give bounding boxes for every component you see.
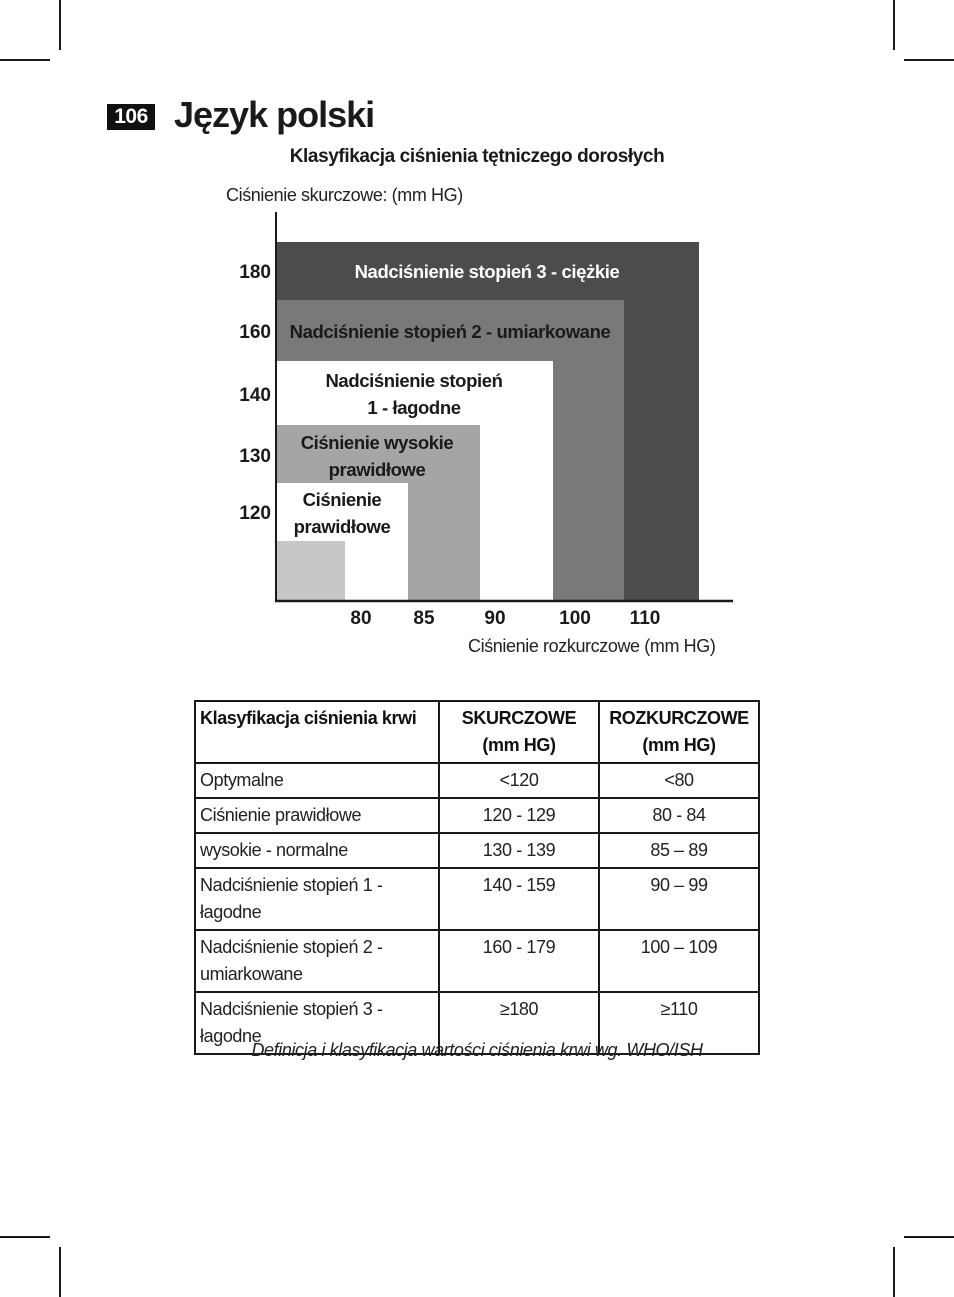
region-grade3-label: Nadciśnienie stopień 3 - ciężkie [354,261,620,282]
table-row [195,798,759,833]
row-label: Ciśnienie prawidłowe [195,798,439,833]
header-systolic-unit: (mm HG) [482,735,556,755]
crop-mark [904,1236,954,1238]
y-tick-label: 160 [239,322,271,343]
row-label: Nadciśnienie stopień 1 - łagodne [195,868,439,930]
table-row [195,833,759,868]
header-systolic-label: SKURCZOWE [461,708,577,728]
region-high-normal-label: Ciśnienie wysokie prawidłowe [300,432,454,480]
region-grade1-label: Nadciśnienie stopień 1 - łagodne [325,370,503,418]
page-number: 106 [107,104,155,130]
header-diastolic-unit: (mm HG) [642,735,716,755]
x-tick-label: 100 [559,608,591,629]
region-optimal [276,541,345,600]
x-axis-label: Ciśnienie rozkurczowe (mm HG) [468,636,716,656]
row-label: Nadciśnienie stopień 3 - łagodne [195,992,439,1054]
x-tick-label: 85 [413,608,435,629]
table-row [195,763,759,798]
row-systolic: 140 - 159 [439,868,599,930]
row-label: Nadciśnienie stopień 2 - umiarkowane [195,930,439,992]
table-header-row [195,701,759,763]
row-systolic: <120 [439,763,599,798]
row-label: wysokie - normalne [195,833,439,868]
row-diastolic: ≥110 [599,992,759,1054]
header-systolic [439,701,599,763]
header-diastolic-label: ROZKURCZOWE [609,708,749,728]
row-systolic: 160 - 179 [439,930,599,992]
x-tick-label: 90 [484,608,506,629]
row-systolic: 120 - 129 [439,798,599,833]
y-tick-label: 140 [239,385,271,406]
section-title: Język polski [174,94,375,135]
crop-mark [59,1247,61,1297]
chart-title: Klasyfikacja ciśnienia tętniczego dorosłych [289,146,665,167]
crop-mark [0,1236,50,1238]
header-diastolic [599,701,759,763]
region-normal-label: Ciśnienie prawidłowe [293,489,391,537]
y-tick-label: 130 [239,446,271,467]
row-diastolic: 80 - 84 [599,798,759,833]
header-classification-label: Klasyfikacja ciśnienia krwi [200,708,417,728]
row-diastolic: 85 – 89 [599,833,759,868]
row-label: Optymalne [195,763,439,798]
row-diastolic: <80 [599,763,759,798]
x-tick-label: 80 [350,608,372,629]
region-grade2-label: Nadciśnienie stopień 2 - umiarkowane [289,321,611,342]
row-diastolic: 90 – 99 [599,868,759,930]
header-classification [195,701,439,763]
table-caption: Definicja i klasyfikacja wartości ciśnienia krwi wg. WHO/ISH [251,1040,703,1060]
y-axis-label: Ciśnienie skurczowe: (mm HG) [226,185,463,205]
classification-table [194,700,760,1055]
row-systolic: ≥180 [439,992,599,1054]
crop-mark [893,1247,895,1297]
row-systolic: 130 - 139 [439,833,599,868]
x-tick-label: 110 [629,608,661,629]
y-tick-label: 120 [239,503,271,524]
table-row [195,930,759,992]
row-diastolic: 100 – 109 [599,930,759,992]
y-tick-label: 180 [239,262,271,283]
table-row [195,868,759,930]
